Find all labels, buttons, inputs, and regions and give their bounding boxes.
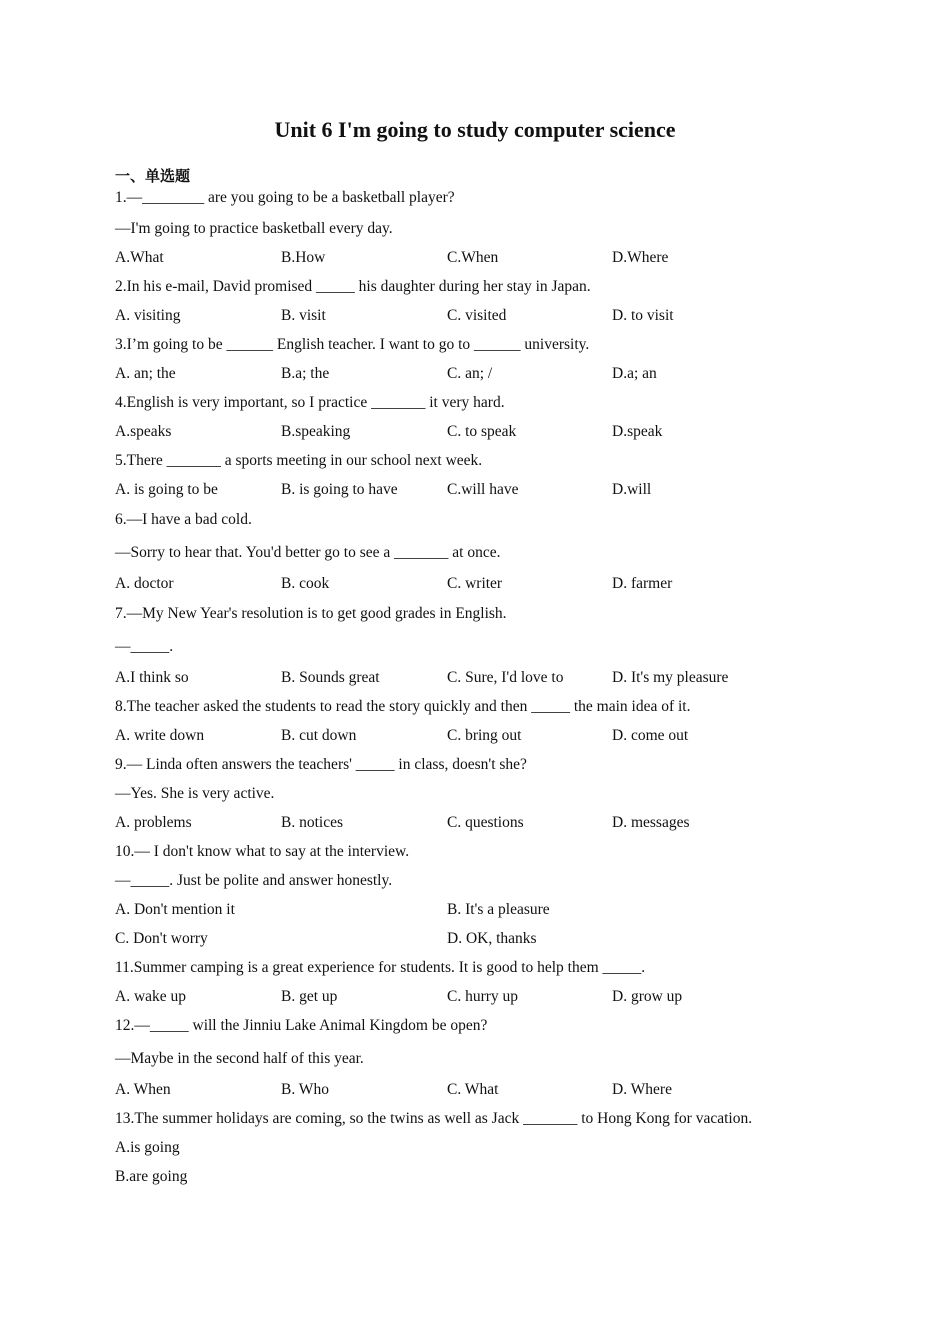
question-10-reply: —_____. Just be polite and answer honestly. bbox=[115, 872, 393, 889]
question-10-option-b[interactable]: B. It's a pleasure bbox=[447, 901, 550, 918]
question-7-stem: 7.—My New Year's resolution is to get good grades in English. bbox=[115, 605, 507, 622]
question-12-option-d[interactable]: D. Where bbox=[612, 1081, 672, 1098]
question-2-option-d[interactable]: D. to visit bbox=[612, 307, 674, 324]
question-9-stem: 9.— Linda often answers the teachers' _____ in class, doesn't she? bbox=[115, 756, 527, 773]
page-title: Unit 6 I'm going to study computer science bbox=[274, 117, 676, 142]
question-5-stem: 5.There _______ a sports meeting in our school next week. bbox=[115, 452, 483, 469]
question-8-option-c[interactable]: C. bring out bbox=[447, 727, 522, 744]
question-10-option-d[interactable]: D. OK, thanks bbox=[447, 930, 537, 947]
question-3-stem: 3.I’m going to be ______ English teacher. I want to go to ______ university. bbox=[115, 336, 590, 353]
question-5-option-a[interactable]: A. is going to be bbox=[115, 481, 218, 498]
question-10-option-a[interactable]: A. Don't mention it bbox=[115, 901, 235, 918]
question-6-stem: 6.—I have a bad cold. bbox=[115, 511, 252, 528]
question-4-option-a[interactable]: A.speaks bbox=[115, 423, 172, 440]
question-13-stem: 13.The summer holidays are coming, so the twins as well as Jack _______ to Hong Kong for vacation. bbox=[115, 1110, 753, 1127]
question-8-option-a[interactable]: A. write down bbox=[115, 727, 205, 744]
question-3-option-d[interactable]: D.a; an bbox=[612, 365, 657, 382]
question-9-option-c[interactable]: C. questions bbox=[447, 814, 524, 831]
question-8-stem: 8.The teacher asked the students to read the story quickly and then _____ the main idea of it. bbox=[115, 698, 691, 715]
question-1-option-c[interactable]: C.When bbox=[447, 249, 499, 266]
question-4-stem: 4.English is very important, so I practice _______ it very hard. bbox=[115, 394, 505, 411]
question-6-reply: —Sorry to hear that. You'd better go to see a _______ at once. bbox=[115, 544, 501, 561]
question-8-option-b[interactable]: B. cut down bbox=[281, 727, 357, 744]
question-1-reply: —I'm going to practice basketball every day. bbox=[115, 220, 393, 237]
question-12-option-c[interactable]: C. What bbox=[447, 1081, 499, 1098]
question-9-option-b[interactable]: B. notices bbox=[281, 814, 343, 831]
question-2-option-a[interactable]: A. visiting bbox=[115, 307, 181, 324]
question-7-option-b[interactable]: B. Sounds great bbox=[281, 669, 380, 686]
question-3-option-b[interactable]: B.a; the bbox=[281, 365, 330, 382]
question-1-option-a[interactable]: A.What bbox=[115, 249, 164, 266]
question-11-stem: 11.Summer camping is a great experience for students. It is good to help them _____. bbox=[115, 959, 646, 976]
question-8-option-d[interactable]: D. come out bbox=[612, 727, 689, 744]
question-7-reply: —_____. bbox=[115, 638, 174, 655]
question-11-option-d[interactable]: D. grow up bbox=[612, 988, 683, 1005]
question-12-reply: —Maybe in the second half of this year. bbox=[115, 1050, 364, 1067]
question-1-stem: 1.—________ are you going to be a basketball player? bbox=[115, 189, 455, 206]
question-3-option-a[interactable]: A. an; the bbox=[115, 365, 176, 382]
question-13-option-a[interactable]: A.is going bbox=[115, 1139, 180, 1156]
question-11-option-c[interactable]: C. hurry up bbox=[447, 988, 519, 1005]
question-7-option-a[interactable]: A.I think so bbox=[115, 669, 189, 686]
question-11-option-b[interactable]: B. get up bbox=[281, 988, 338, 1005]
question-4-option-d[interactable]: D.speak bbox=[612, 423, 663, 440]
question-6-option-b[interactable]: B. cook bbox=[281, 575, 330, 592]
question-2-option-b[interactable]: B. visit bbox=[281, 307, 326, 324]
question-9-option-d[interactable]: D. messages bbox=[612, 814, 690, 831]
question-1-option-d[interactable]: D.Where bbox=[612, 249, 669, 266]
question-6-option-a[interactable]: A. doctor bbox=[115, 575, 174, 592]
question-12-option-a[interactable]: A. When bbox=[115, 1081, 171, 1098]
question-9-reply: —Yes. She is very active. bbox=[115, 785, 275, 802]
question-12-option-b[interactable]: B. Who bbox=[281, 1081, 329, 1098]
section-heading: 一、单选题 bbox=[115, 167, 191, 185]
question-2-option-c[interactable]: C. visited bbox=[447, 307, 507, 324]
question-5-option-c[interactable]: C.will have bbox=[447, 481, 519, 498]
question-10-stem: 10.— I don't know what to say at the interview. bbox=[115, 843, 410, 860]
question-7-option-c[interactable]: C. Sure, I'd love to bbox=[447, 669, 564, 686]
question-11-option-a[interactable]: A. wake up bbox=[115, 988, 187, 1005]
question-4-option-c[interactable]: C. to speak bbox=[447, 423, 517, 440]
question-9-option-a[interactable]: A. problems bbox=[115, 814, 192, 831]
question-13-option-b[interactable]: B.are going bbox=[115, 1168, 188, 1185]
question-7-option-d[interactable]: D. It's my pleasure bbox=[612, 669, 729, 686]
question-6-option-c[interactable]: C. writer bbox=[447, 575, 503, 592]
question-1-option-b[interactable]: B.How bbox=[281, 249, 326, 266]
question-12-stem: 12.—_____ will the Jinniu Lake Animal Kingdom be open? bbox=[115, 1017, 488, 1034]
question-3-option-c[interactable]: C. an; / bbox=[447, 365, 493, 382]
question-4-option-b[interactable]: B.speaking bbox=[281, 423, 351, 440]
question-2-stem: 2.In his e-mail, David promised _____ his daughter during her stay in Japan. bbox=[115, 278, 591, 295]
question-5-option-d[interactable]: D.will bbox=[612, 481, 652, 498]
question-5-option-b[interactable]: B. is going to have bbox=[281, 481, 398, 498]
question-6-option-d[interactable]: D. farmer bbox=[612, 575, 673, 592]
question-10-option-c[interactable]: C. Don't worry bbox=[115, 930, 208, 947]
